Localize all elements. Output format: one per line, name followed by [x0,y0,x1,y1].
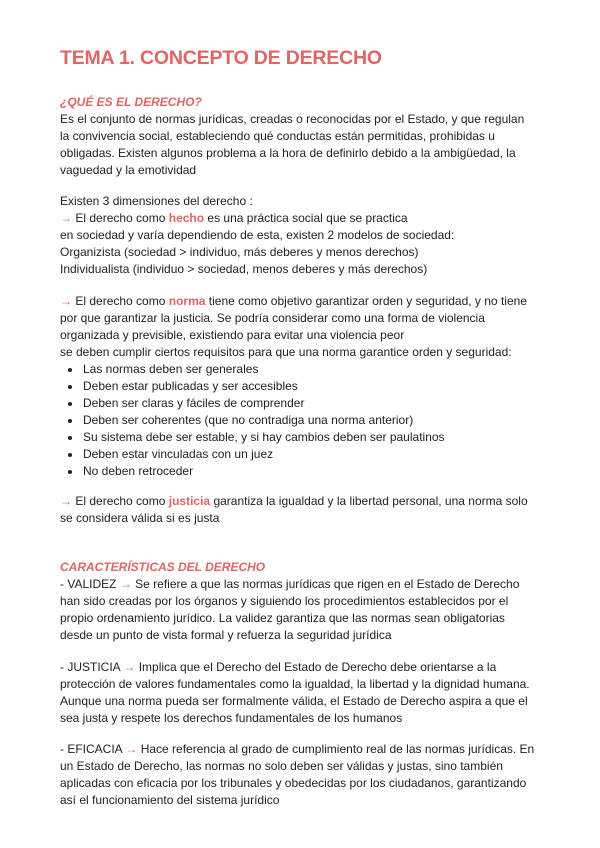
paragraph-line: protección de valores fundamentales como la igualdad, la libertad y la dignidad humana. [60,677,530,691]
paragraph-line: Individualista (individuo > sociedad, menos deberes y más derechos) [60,262,428,276]
page-title: TEMA 1. CONCEPTO DE DERECHO [60,47,382,69]
characteristic-lead-line: - VALIDEZ → Se refiere a que las normas jurídicas que rigen en el Estado de Derecho [60,577,520,591]
arrow-right-icon: → [119,577,132,591]
list-item: Deben ser coherentes (que no contradiga una norma anterior) [60,412,550,429]
paragraph-line: se considera válida si es justa [60,511,220,525]
list-item: Deben estar vinculadas con un juez [60,446,550,463]
characteristic-justicia [60,659,550,727]
arrow-right-icon: → [60,211,72,225]
dimension-lead-line: → El derecho como norma tiene como objetivo garantizar orden y seguridad, y no tiene [60,294,527,308]
paragraph-line: han sido creadas por los órganos y siguiendo los procedimientos establecidos por el [60,594,509,608]
section-what-is-law [60,94,550,179]
dimension-norma [60,293,550,480]
paragraph-line: sea justa y respete los derechos fundamentales de los humanos [60,711,403,725]
arrow-right-icon: → [60,494,72,508]
keyword-justicia: justicia [168,494,211,508]
characteristic-label-validez: - VALIDEZ [60,577,117,591]
characteristic-eficacia [60,741,550,809]
dimension-hecho [60,193,550,278]
paragraph-line: Aunque una norma pueda ser formalmente válida, el Estado de Derecho aspira a que el [60,694,528,708]
paragraph-line: un Estado de Derecho, las normas no solo deben ser válidas y justas, sino también [60,759,503,773]
paragraph-line: organizada y previsible, existiendo para evitar una violencia peor [60,328,405,342]
paragraph-line: en sociedad y varía dependiendo de esta, existen 2 modelos de sociedad: [60,228,455,242]
characteristic-lead-line: - JUSTICIA → Implica que el Derecho del Estado de Derecho debe orientarse a la [60,660,497,674]
list-item: No deben retroceder [60,463,550,480]
keyword-norma: norma [168,294,206,308]
paragraph-line: se deben cumplir ciertos requisitos para que una norma garantice orden y seguridad: [60,345,512,359]
section-characteristics [60,559,550,644]
section-heading: CARACTERÍSTICAS DEL DERECHO [60,560,266,574]
list-item: Su sistema debe ser estable, y si hay cambios deben ser paulatinos [60,429,550,446]
list-item: Deben ser claras y fáciles de comprender [60,395,550,412]
characteristic-lead-line: - EFICACIA → Hace referencia al grado de cumplimiento real de las normas jurídicas. En [60,742,535,756]
dimension-lead-line: → El derecho como justicia garantiza la igualdad y la libertad personal, una norma solo [60,494,528,508]
arrow-right-icon: → [125,742,138,756]
paragraph-line: así el funcionamiento del sistema jurídico [60,793,280,807]
paragraph-line: la convivencia social, estableciendo qué conductas están permitidas, prohibidas u [60,129,495,143]
paragraph-line: Es el conjunto de normas jurídicas, creadas o reconocidas por el Estado, y que regulan [60,112,525,126]
paragraph-line: propio ordenamiento jurídico. La validez garantiza que las normas sean obligatorias [60,611,505,625]
characteristic-label-justicia: - JUSTICIA [60,660,121,674]
paragraph-line: vaguedad y la emotividad [60,163,197,177]
arrow-right-icon: → [60,294,72,308]
list-item: Las normas deben ser generales [60,361,550,378]
section-heading: ¿QUÉ ES EL DERECHO? [60,95,202,109]
characteristic-label-eficacia: - EFICACIA [60,742,123,756]
keyword-hecho: hecho [168,211,205,225]
arrow-right-icon: → [123,660,136,674]
dimension-justicia [60,493,550,527]
requirements-list [60,361,550,480]
dimension-lead-line: → El derecho como hecho es una práctica social que se practica [60,211,408,225]
paragraph-line: Organizista (sociedad > individuo, más deberes y menos derechos) [60,245,419,259]
paragraph-line: aplicadas con eficacia por los tribunales y obedecidas por los ciudadanos, garantizando [60,776,527,790]
paragraph-line: obligadas. Existen algunos problema a la hora de definirlo debido a la ambigüedad, la [60,146,516,160]
paragraph-line: desde un punto de vista formal y refuerza la seguridad jurídica [60,628,392,642]
list-item: Deben estar publicadas y ser accesibles [60,378,550,395]
paragraph-line: Existen 3 dimensiones del derecho : [60,194,253,208]
paragraph-line: por que garantizar la justicia. Se podría considerar como una forma de violencia [60,311,485,325]
